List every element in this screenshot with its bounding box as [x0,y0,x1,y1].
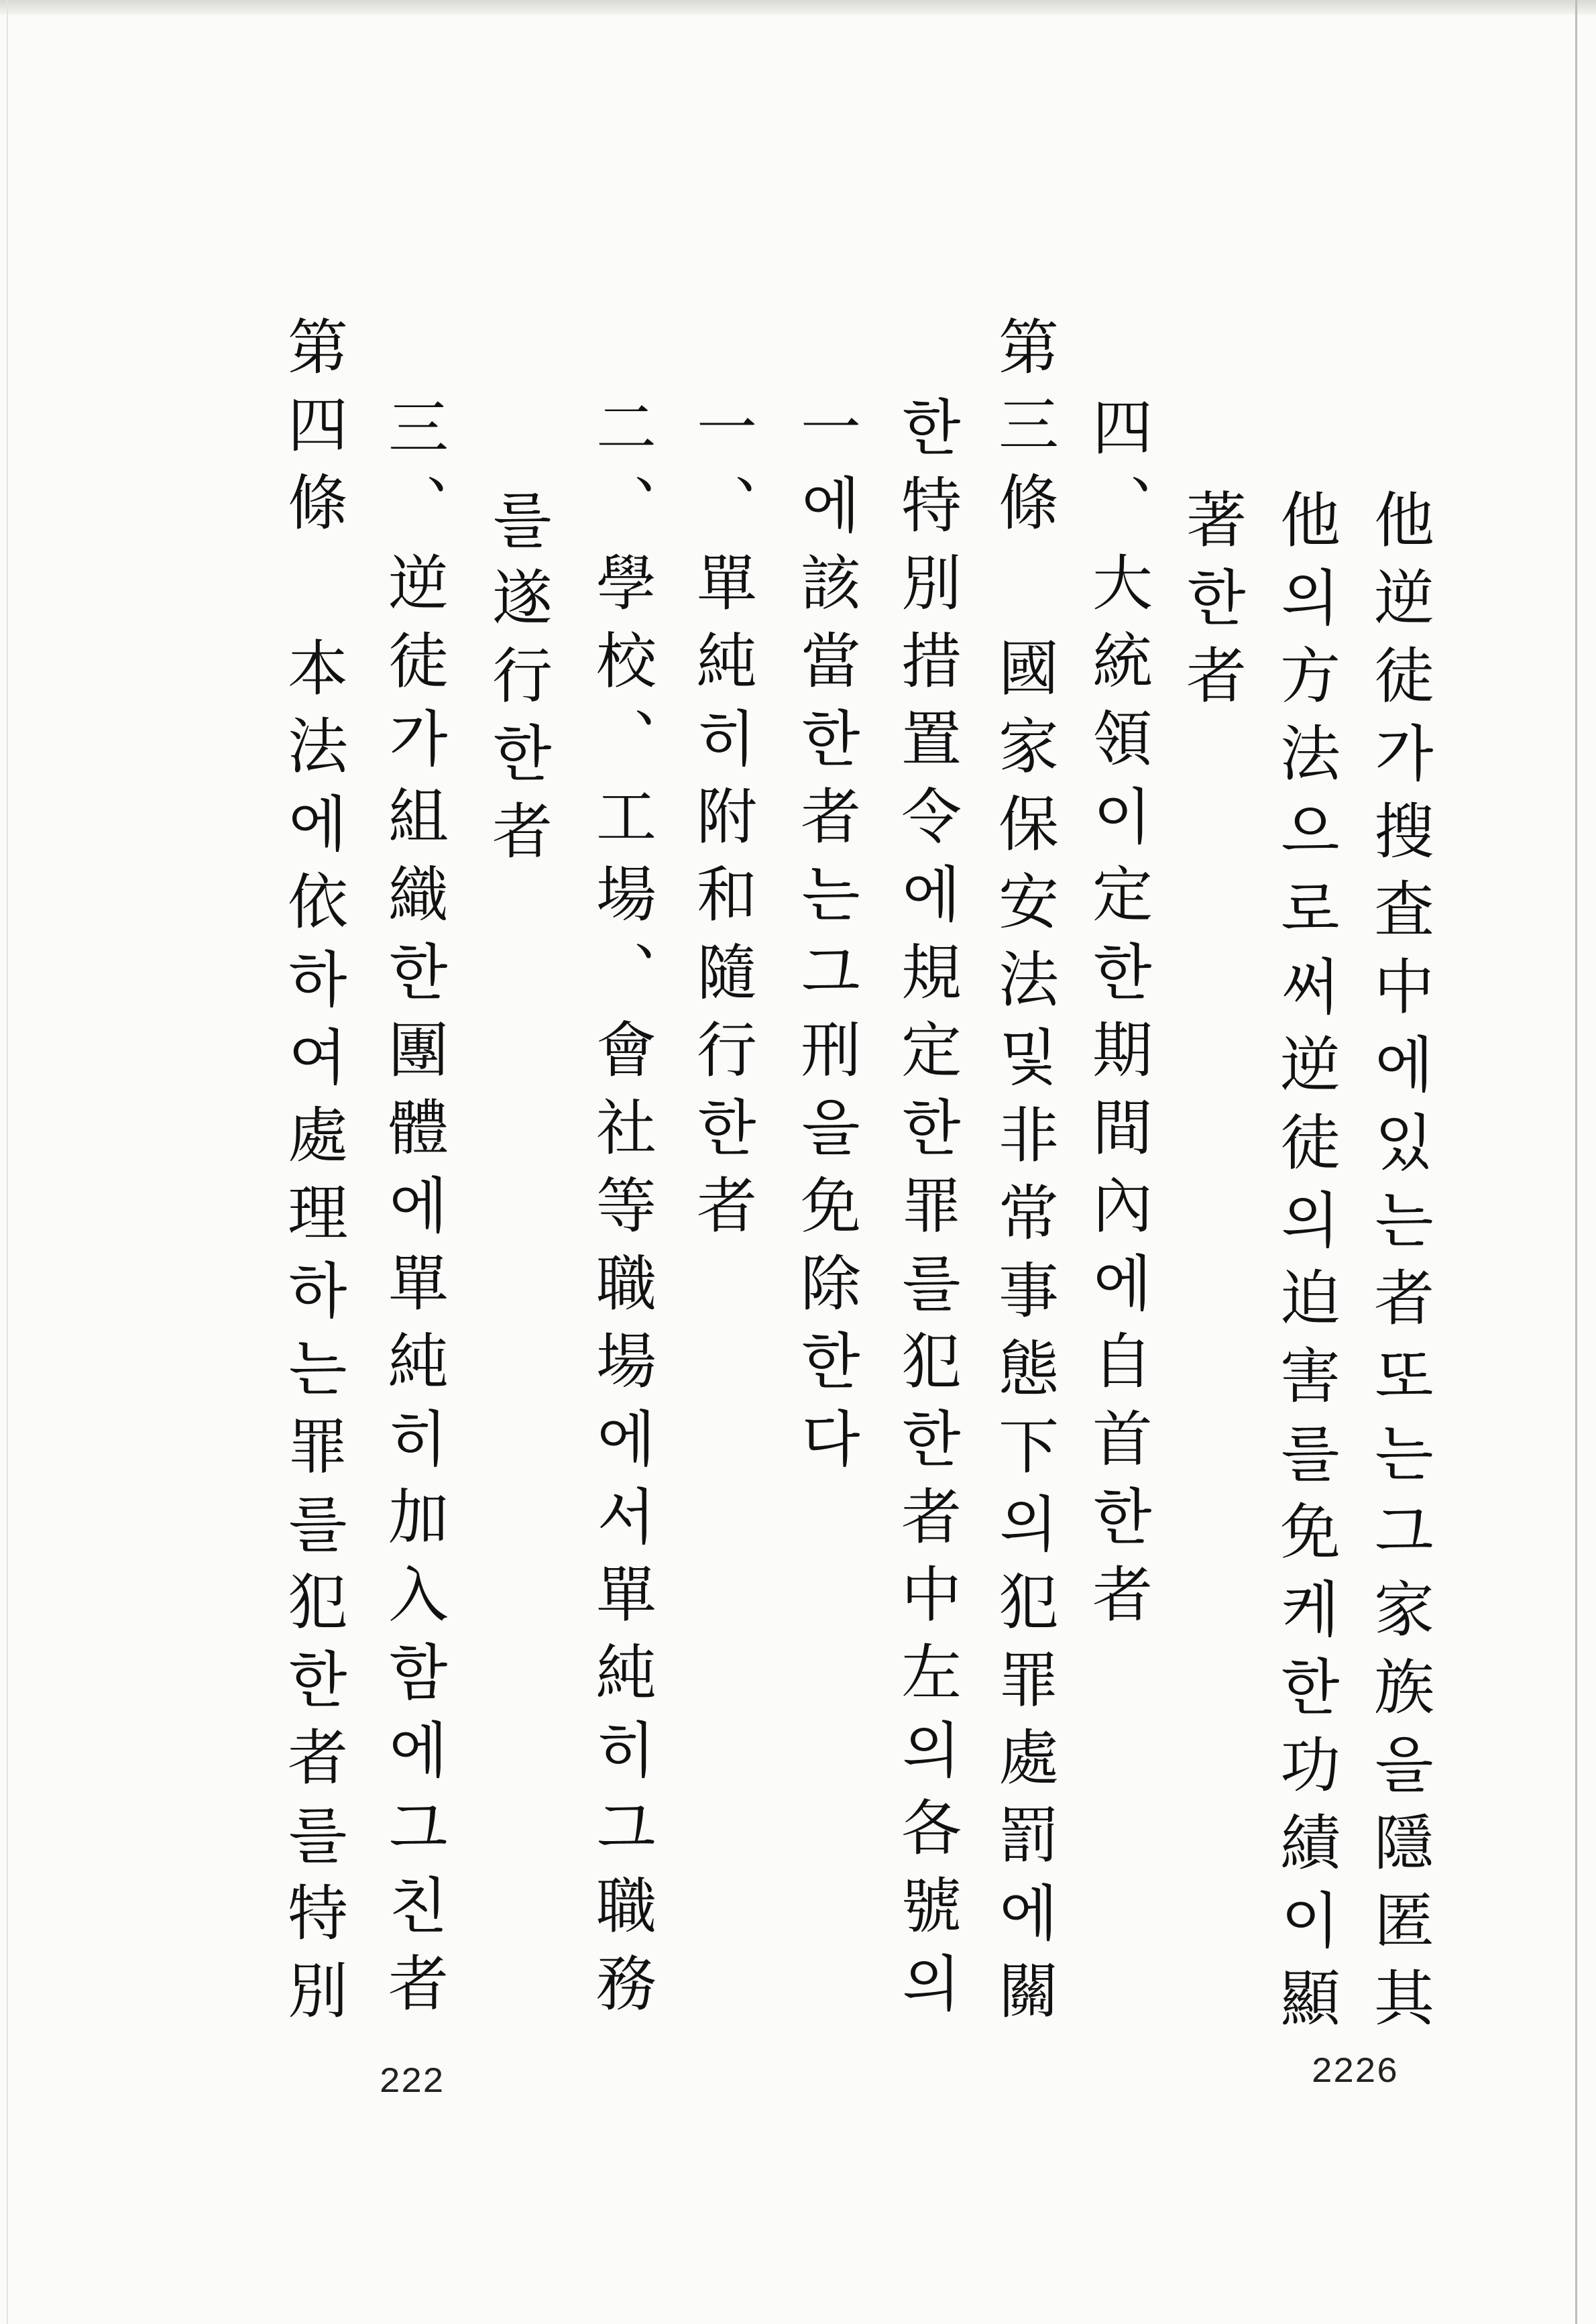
text-column-2: 他의方法으로써逆徒의迫害를免케한功績이顯 [1269,488,1340,2044]
page-right-edge [1575,0,1577,2324]
scan-left-edge [7,0,8,2324]
text-column-1: 他逆徒가搜査中에있는者또는그家族을隱匿其 [1363,488,1434,2044]
text-column-10: 를遂行한者 [481,488,552,877]
text-column-8: 一、單純히附和隨行한者 [686,396,756,1252]
page-number-right: 2226 [1311,2052,1398,2093]
text-column-6: 한特別措置令에規定한罪를犯한者中左의各號의 [891,396,961,2030]
text-column-12: 第四條 本法에依하여處理하는罪를犯한者를特別 [277,315,347,2037]
text-column-4: 四、大統領이定한期間內에自首한者 [1082,396,1152,1641]
scan-top-shadow [0,0,1596,15]
text-column-11: 三、逆徒가組織한團體에單純히加入함에그친者 [378,396,448,2030]
text-column-3: 著한者 [1176,488,1246,722]
text-column-7: 一에該當한者는그刑을免除한다 [790,396,860,1485]
text-column-9: 二、學校、工場、會社等職場에서單純히그職務 [585,396,656,2030]
text-column-5: 第三條 國家保安法및非常事態下의犯罪處罰에關 [988,315,1058,2037]
page-number-left: 222 [379,2062,445,2103]
